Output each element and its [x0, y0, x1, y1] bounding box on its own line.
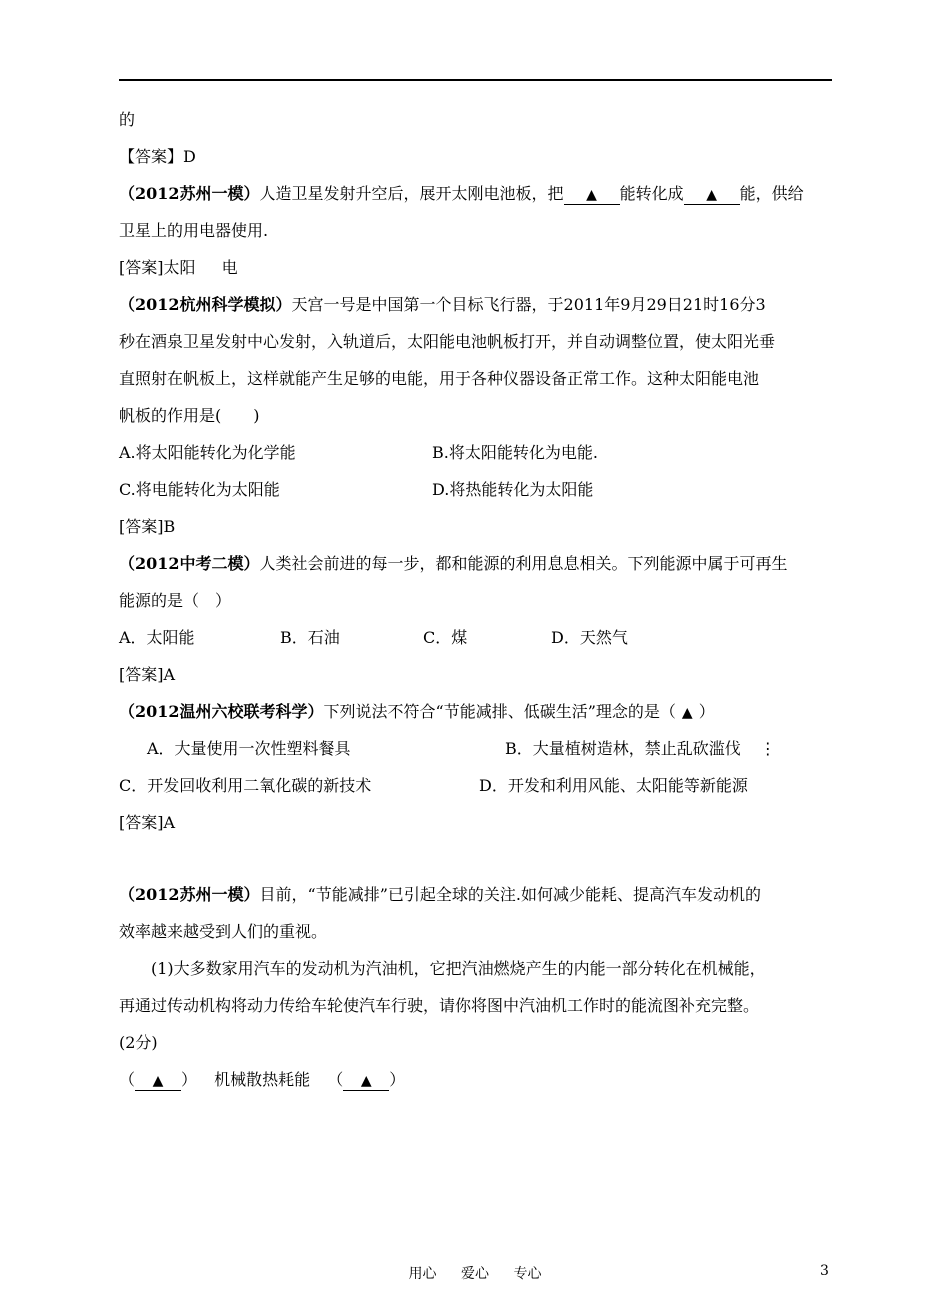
text-line: 再通过传动机构将动力传给车轮使汽车行驶，请你将图中汽油机工作时的能流图补充完整。 — [119, 996, 760, 1015]
question-source: （2012温州六校联考科学） — [119, 702, 324, 721]
option-b: B.将太阳能转化为电能. — [432, 443, 598, 462]
score-note: (2分) — [119, 1033, 158, 1052]
question-source: （2012杭州科学模拟） — [119, 295, 292, 314]
footer-item: 专心 — [513, 1266, 542, 1282]
text-line: 帆板的作用是( ) — [119, 406, 260, 425]
question-1: （2012苏州一模）人造卫星发射升空后，展开太刚电池板，把 ▲ 能转化成 ▲ 能，供给 — [119, 184, 804, 203]
text-line: 的 — [119, 110, 136, 129]
triangle-icon: ▲ — [681, 705, 693, 721]
option-c: C．煤 — [423, 628, 468, 647]
option-a: A．太阳能 — [119, 628, 195, 647]
option-a: A．大量使用一次性塑料餐具 — [147, 739, 351, 758]
question-5: （2012苏州一模）目前，“节能减排”已引起全球的关注.如何减少能耗、提高汽车发动机的 — [119, 885, 761, 904]
option-mark: ⋮ — [759, 739, 776, 758]
text-line: (1)大多数家用汽车的发动机为汽油机，它把汽油燃烧产生的内能一部分转化在机械能， — [151, 959, 766, 978]
answer-line: [答案]A — [119, 813, 176, 832]
flow-label: 机械散热耗能 — [214, 1070, 311, 1089]
question-source: （2012苏州一模） — [119, 885, 260, 904]
energy-flow-line: （ ▲ ） 机械散热耗能 （ ▲ ） — [119, 1070, 406, 1089]
footer-item: 用心 — [408, 1266, 437, 1282]
triangle-icon: ▲ — [152, 1073, 164, 1089]
answer-blank — [135, 1071, 181, 1091]
footer-item: 爱心 — [461, 1266, 489, 1282]
answer-line: [答案]太阳 电 — [119, 258, 238, 277]
answer-blank — [343, 1071, 389, 1091]
question-source: （2012中考二模） — [119, 554, 260, 573]
text-line: 直照射在帆板上，这样就能产生足够的电能，用于各种仪器设备正常工作。这种太阳能电池 — [119, 369, 760, 388]
answer-line: 【答案】D — [119, 147, 196, 166]
option-d: D．开发和利用风能、太阳能等新能源 — [479, 776, 748, 795]
option-d: D.将热能转化为太阳能 — [432, 480, 594, 499]
option-d: D．天然气 — [551, 628, 628, 647]
answer-blank — [564, 185, 620, 205]
page-footer — [0, 1263, 950, 1283]
text-line: 秒在酒泉卫星发射中心发射，入轨道后，太阳能电池帆板打开，并自动调整位置，使太阳光垂 — [119, 332, 776, 351]
text-line: 效率越来越受到人们的重视。 — [119, 922, 328, 941]
question-3: （2012中考二模）人类社会前进的每一步，都和能源的利用息息相关。下列能源中属于可再生 — [119, 554, 788, 573]
answer-line: [答案]B — [119, 517, 176, 536]
triangle-icon: ▲ — [706, 187, 717, 203]
option-c: C．开发回收利用二氧化碳的新技术 — [119, 776, 372, 795]
text-line: 卫星上的用电器使用. — [119, 221, 269, 240]
option-c: C.将电能转化为太阳能 — [119, 480, 280, 499]
answer-line: [答案]A — [119, 665, 176, 684]
answer-blank — [684, 185, 740, 205]
option-a: A.将太阳能转化为化学能 — [119, 443, 296, 462]
triangle-icon: ▲ — [360, 1073, 372, 1089]
text-line: 能源的是（ ） — [119, 591, 232, 610]
page-number: 3 — [820, 1263, 829, 1279]
triangle-icon: ▲ — [586, 187, 597, 203]
question-source: （2012苏州一模） — [119, 184, 260, 203]
question-4: （2012温州六校联考科学）下列说法不符合“节能减排、低碳生活”理念的是（ ▲ ） — [119, 702, 715, 721]
option-b: B．大量植树造林，禁止乱砍滥伐 ⋮ — [505, 739, 776, 758]
header-rule — [119, 79, 832, 81]
question-2: （2012杭州科学模拟）天宫一号是中国第一个目标飞行器，于2011年9月29日21时16分3 — [119, 295, 766, 314]
option-b: B．石油 — [280, 628, 340, 647]
